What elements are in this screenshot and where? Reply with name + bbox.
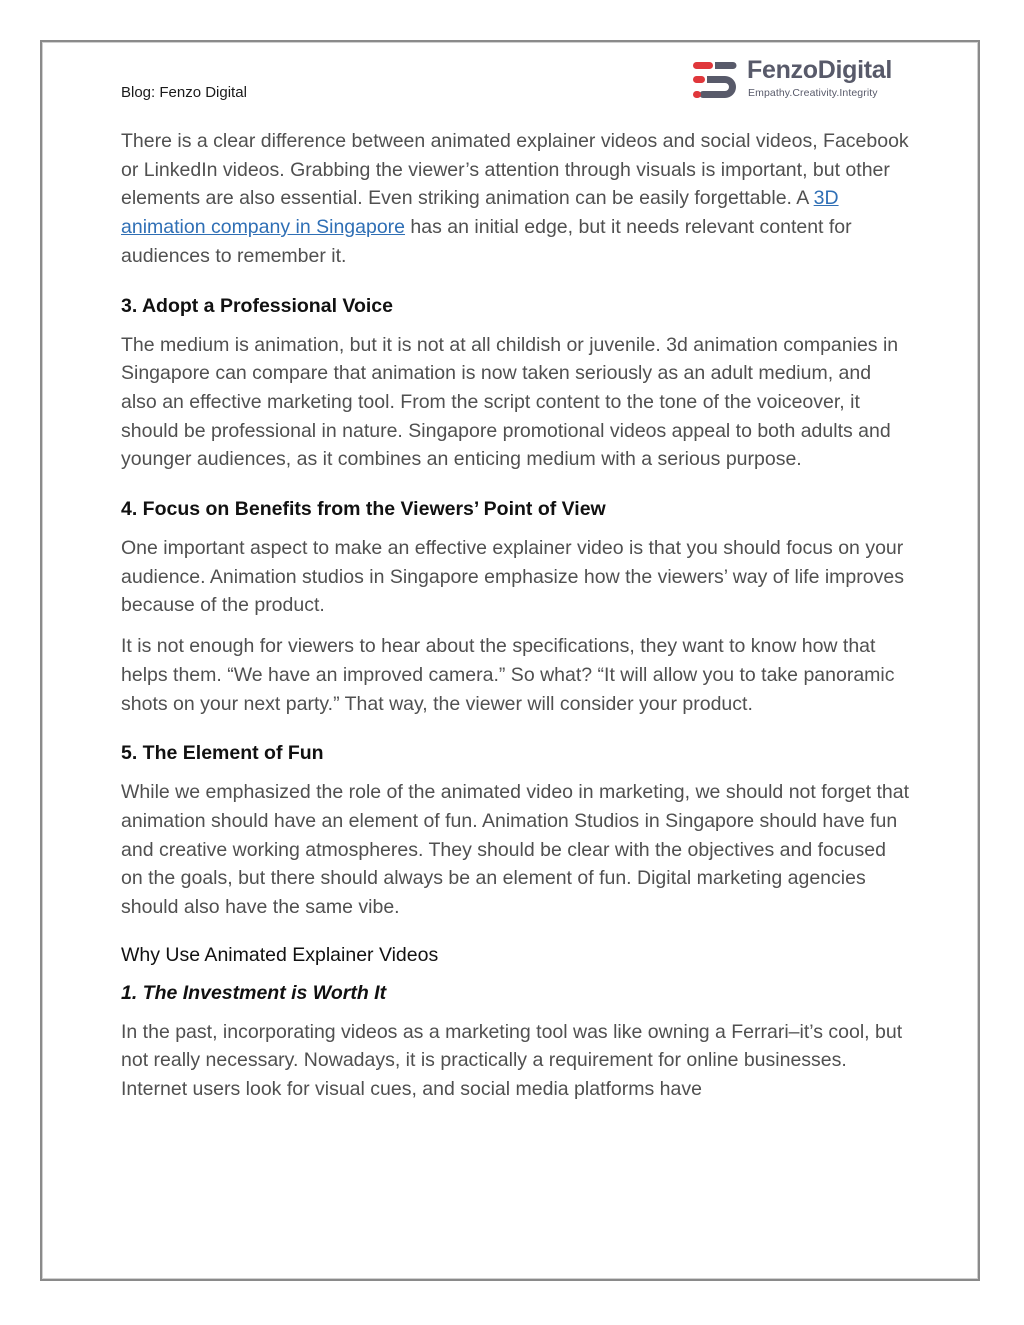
document-body [121, 127, 911, 1116]
why-use-heading: Why Use Animated Explainer Videos [121, 943, 439, 966]
3d-animation-company-link[interactable]: 3D animation company in Singapore [121, 187, 839, 239]
section-4-paragraph-1: One important aspect to make an effective explainer video is that you should focus on your audience. Animation studios in Singapore emphasize how the viewers’ way of life improves because of the product. [121, 537, 904, 617]
blog-header-label: Blog: Fenzo Digital [121, 84, 247, 101]
logo-wordmark: FenzoDigital [747, 56, 893, 84]
section-5-paragraph: While we emphasized the role of the animated video in marketing, we should not forget that animation should have an element of fun. Animation Studios in Singapore should have fun and creative working atmospheres. They should be clear with the objectives and focused on the goals, but there should always be an element of fun. Digital marketing agencies should also have the same vibe. [121, 781, 910, 919]
logo-tagline: Empathy.Creativity.Integrity [748, 87, 878, 99]
subsection-heading-1: 1. The Investment is Worth It [121, 981, 387, 1004]
fenzo-digital-logo [693, 58, 903, 102]
section-3-paragraph: The medium is animation, but it is not at all childish or juvenile. 3d animation companies in Singapore can compare that animation is now taken seriously as an adult medium, and also an effective marketing tool. From the script content to the tone of the voiceover, it should be professional in nature. Singapore promotional videos appeal to both adults and younger audiences, as it combines an enticing medium with a serious purpose. [121, 333, 899, 471]
section-heading-4: 4. Focus on Benefits from the Viewers’ Point of View [121, 498, 606, 521]
section-4-paragraph-2: It is not enough for viewers to hear about the specifications, they want to know how that helps them. “We have an improved camera.” So what? “It will allow you to take panoramic shots on your next party.” That way, the viewer will consider your product. [121, 635, 895, 715]
section-heading-3: 3. Adopt a Professional Voice [121, 294, 393, 317]
subsection-1-paragraph: In the past, incorporating videos as a marketing tool was like owning a Ferrari–it’s cool, but not really necessary. Nowadays, it is practically a requirement for online businesses. Internet users look for visual cues, and social media platforms have [121, 1020, 903, 1101]
intro-text-start: There is a clear difference between animated explainer videos and social videos, Facebook or LinkedIn videos. Grabbing the viewer’s attention through visuals is important, but other elements are also essential. Even striking animation can be easily forgettable. A [121, 130, 909, 210]
intro-paragraph [121, 127, 911, 271]
section-heading-5: 5. The Element of Fun [121, 742, 324, 765]
intro-text-end: has an initial edge, but it needs relevant content for audiences to remember it. [121, 216, 852, 267]
fenzo-logo-icon [693, 60, 737, 100]
